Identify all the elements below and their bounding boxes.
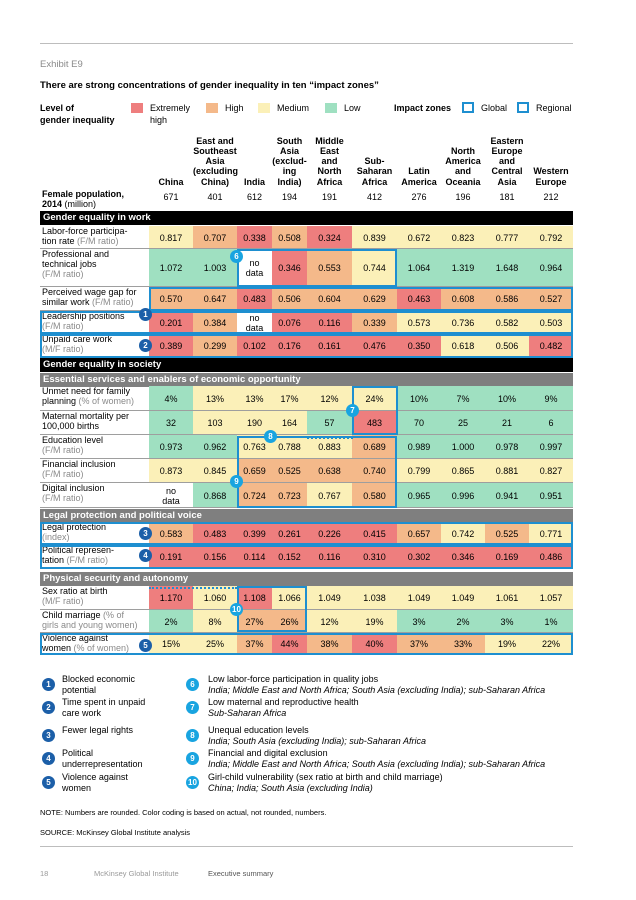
table-cell: 190 [237, 411, 272, 435]
section-essential: Essential services and enablers of economic opportunity [40, 373, 573, 387]
table-cell: 1.003 [193, 249, 237, 287]
source: SOURCE: McKinsey Global Institute analysis [40, 828, 191, 837]
table-cell: 0.881 [485, 459, 529, 483]
section-work: Gender equality in work [40, 211, 573, 225]
table-cell: 0.169 [485, 545, 529, 569]
table-cell: 0.763 [237, 435, 272, 459]
table-cell: 0.176 [272, 334, 307, 358]
population-value: 194 [281, 192, 298, 202]
note: NOTE: Numbers are rounded. Color coding is based on actual, not rounded, numbers. [40, 808, 327, 817]
table-cell: no data [149, 483, 193, 508]
row-label-unit: (F/M ratio) [42, 493, 84, 503]
zone-6-outline [237, 249, 397, 287]
row-label [42, 287, 152, 311]
key-label-regional [208, 725, 578, 746]
row-label [42, 483, 152, 508]
key-zone-regions: India; South Asia (excluding India); sub-Saharan Africa [208, 735, 426, 746]
population-value: 412 [366, 192, 383, 202]
column-header: South Asia (exclud- ing India) [272, 135, 307, 187]
row-label-text: Leadership positions [42, 311, 125, 321]
table-cell: 38% [307, 633, 352, 655]
table-cell: 0.777 [485, 226, 529, 249]
row-label-unit: (% of girls and young women) [42, 610, 138, 630]
key-label-regional [208, 674, 578, 695]
table-cell: 2% [441, 610, 485, 633]
row-label-unit: (M/F ratio) [42, 596, 84, 606]
table-cell: 1.049 [441, 586, 485, 610]
table-cell: 37% [237, 633, 272, 655]
key-label-global: Fewer legal rights [62, 725, 134, 735]
population-value: 612 [246, 192, 263, 202]
table-cell: 44% [272, 633, 307, 655]
row-label [42, 411, 152, 435]
table-cell: 15% [149, 633, 193, 655]
row-label-text: Digital inclusion [42, 483, 105, 493]
table-cell: 70 [397, 411, 441, 435]
table-cell: 0.839 [352, 226, 397, 249]
badge-8: 8 [264, 430, 277, 443]
table-cell: 1.038 [352, 586, 397, 610]
column-header: China [158, 176, 184, 187]
table-cell: 0.724 [237, 483, 272, 508]
table-cell: 0.346 [441, 545, 485, 569]
row-label [42, 459, 152, 483]
table-cell: 1.060 [193, 586, 237, 610]
section-security: Physical security and autonomy [40, 572, 573, 586]
row-label-unit: (F/M ratio) [42, 269, 84, 279]
key-badge-regional: 9 [186, 752, 199, 765]
zone-10-dotted [149, 587, 237, 589]
table-cell: 0.941 [485, 483, 529, 508]
table-cell: 0.339 [352, 311, 397, 334]
table-cell: 2% [149, 610, 193, 633]
table-cell: 0.792 [529, 226, 573, 249]
table-cell: 0.996 [441, 483, 485, 508]
table-cell: 0.483 [237, 287, 272, 311]
column-header: Middle East and North Africa [315, 135, 344, 187]
zone-8-9-outline [237, 436, 397, 508]
table-cell: 0.817 [149, 226, 193, 249]
table-cell: 0.883 [307, 435, 352, 459]
zone-3-outline [40, 522, 573, 545]
table-cell: 0.586 [485, 287, 529, 311]
key-badge-global: 5 [42, 776, 55, 789]
badge-6: 6 [230, 250, 243, 263]
exhibit-label: Exhibit E9 [40, 59, 83, 70]
key-zone-title: Low labor-force participation in quality jobs [208, 674, 379, 684]
table-cell: 0.604 [307, 287, 352, 311]
key-badge-regional: 6 [186, 678, 199, 691]
table-cell: 0.989 [397, 435, 441, 459]
table-cell: 0.767 [307, 483, 352, 508]
table-cell: 0.672 [397, 226, 441, 249]
row-label-unit: (F/M ratio) [42, 445, 84, 455]
table-cell: 0.152 [272, 545, 307, 569]
table-cell: 0.657 [397, 522, 441, 545]
table-cell: 19% [485, 633, 529, 655]
table-cell: 0.788 [272, 435, 307, 459]
table-cell: 12% [307, 610, 352, 633]
table-cell: 0.415 [352, 522, 397, 545]
column-headers [40, 133, 573, 187]
table-cell: 0.845 [193, 459, 237, 483]
legend-swatch-extreme [131, 103, 143, 113]
badge-2: 2 [139, 339, 152, 352]
table-cell: 0.964 [529, 249, 573, 287]
table-cell: 0.226 [307, 522, 352, 545]
table-cell: 0.707 [193, 226, 237, 249]
row-label [42, 226, 152, 249]
row-label-text: Professional and technical jobs [42, 249, 110, 269]
table-cell: 1.049 [307, 586, 352, 610]
table-cell: 0.865 [441, 459, 485, 483]
page-number: 18 [40, 869, 49, 878]
population-value: 181 [499, 192, 515, 202]
row-label-text: Political represen- tation [42, 545, 115, 565]
table-cell: 1.066 [272, 586, 307, 610]
legend-regional-box [517, 102, 529, 113]
legend [40, 102, 580, 126]
column-header: Western Europe [533, 166, 569, 187]
table-cell: 0.744 [352, 249, 397, 287]
table-cell: 0.978 [485, 435, 529, 459]
key-label-global: Political underrepresentation [62, 748, 143, 769]
legend-label-high: High [225, 103, 244, 113]
table-cell: 0.823 [441, 226, 485, 249]
key-label-regional [208, 772, 578, 793]
table-cell: 0.962 [193, 435, 237, 459]
table-cell: 0.525 [272, 459, 307, 483]
legend-impact-label: Impact zones [394, 103, 452, 113]
table-cell: 0.570 [149, 287, 193, 311]
row-label-unit: (% of women) [71, 643, 130, 653]
table-cell: 0.527 [529, 287, 573, 311]
key-badge-regional: 8 [186, 729, 199, 742]
table-cell: 1.108 [237, 586, 272, 610]
table-cell: 21 [485, 411, 529, 435]
row-label-text: Education level [42, 435, 104, 445]
table-cell: 0.506 [485, 334, 529, 358]
row-label-text: Unpaid care work [42, 334, 113, 344]
population-value: 671 [163, 192, 179, 202]
key-label-global: Violence against women [62, 772, 128, 793]
table-cell: 0.997 [529, 435, 573, 459]
population-value: 401 [207, 192, 223, 202]
badge-9: 9 [230, 475, 243, 488]
table-cell: 0.723 [272, 483, 307, 508]
row-label-text: Perceived wage gap for similar work [42, 287, 137, 307]
zone-1-outline-b [40, 311, 573, 334]
table-cell: 0.384 [193, 311, 237, 334]
table-cell: 0.618 [441, 334, 485, 358]
table-cell: 0.689 [352, 435, 397, 459]
table-cell: 0.114 [237, 545, 272, 569]
legend-swatch-medium [258, 103, 270, 113]
table-cell: 1.170 [149, 586, 193, 610]
table-row [40, 411, 573, 435]
key-badge-global: 3 [42, 729, 55, 742]
column-header: East and Southeast Asia (excluding China) [193, 135, 239, 187]
row-label [42, 435, 152, 459]
row-label-text: Unmet need for family planning [42, 386, 131, 406]
legend-label-extreme: Extremely high [150, 103, 191, 125]
row-label [42, 586, 152, 610]
row-label-text: Labor-force participa- tion rate [42, 226, 128, 246]
badge-5: 5 [139, 639, 152, 652]
badge-10: 10 [230, 603, 243, 616]
table-cell: 0.582 [485, 311, 529, 334]
legend-global-box [462, 102, 474, 113]
table-cell: 3% [485, 610, 529, 633]
table-cell: 0.102 [237, 334, 272, 358]
table-cell: 0.827 [529, 459, 573, 483]
table-cell: 0.116 [307, 311, 352, 334]
table-cell: 0.973 [149, 435, 193, 459]
population-value: 196 [455, 192, 471, 202]
row-label-unit: (index) [42, 532, 70, 542]
population-value: 276 [411, 192, 427, 202]
table-cell: 1.072 [149, 249, 193, 287]
row-label-text: Sex ratio at birth [42, 586, 108, 596]
table-cell: 10% [397, 386, 441, 411]
key-zone-title: Girl-child vulnerability (sex ratio at birth and child marriage) [208, 772, 443, 782]
table-cell: 27% [237, 610, 272, 633]
key-zone-regions: Sub-Saharan Africa [208, 707, 287, 718]
table-cell: 1.057 [529, 586, 573, 610]
table-row [40, 226, 573, 249]
key-badge-global: 2 [42, 701, 55, 714]
key-zone-title: Unequal education levels [208, 725, 309, 735]
zone-4-outline [40, 545, 573, 569]
footer-publisher: McKinsey Global Institute [94, 869, 179, 878]
table-cell: 1.049 [397, 586, 441, 610]
table-cell: 40% [352, 633, 397, 655]
key-zone-title: Low maternal and reproductive health [208, 697, 359, 707]
table-cell: 0.463 [397, 287, 441, 311]
table-cell: 0.740 [352, 459, 397, 483]
table-cell: 0.201 [149, 311, 193, 334]
table-cell: 13% [237, 386, 272, 411]
badge-4: 4 [139, 549, 152, 562]
column-header: Latin America [401, 166, 437, 187]
table-cell: 4% [149, 386, 193, 411]
table-cell: 0.476 [352, 334, 397, 358]
row-label-text: Child marriage [42, 610, 101, 620]
legend-label-medium: Medium [277, 103, 310, 113]
table-cell: 103 [193, 411, 237, 435]
zone-2-outline [40, 334, 573, 358]
key-badge-regional: 10 [186, 776, 199, 789]
table-cell: 0.310 [352, 545, 397, 569]
table-cell: 0.553 [307, 249, 352, 287]
table-cell: 0.338 [237, 226, 272, 249]
table-cell: 24% [352, 386, 397, 411]
table-cell: 164 [272, 411, 307, 435]
row-label-unit: (F/M ratio) [74, 236, 119, 246]
exhibit-title: There are strong concentrations of gender inequality in ten “impact zones” [40, 80, 379, 91]
table-cell: 483 [352, 411, 397, 435]
population-label: Female population, 2014 (million) [42, 189, 125, 209]
key-badge-regional: 7 [186, 701, 199, 714]
row-label-unit: (F/M ratio) [64, 555, 109, 565]
table-cell: 0.573 [397, 311, 441, 334]
population-value: 191 [321, 192, 338, 202]
zone-8-dotted [307, 437, 353, 439]
zone-10-outline [237, 586, 307, 632]
table-cell: 0.508 [272, 226, 307, 249]
row-label-text: Legal protection [42, 522, 107, 532]
table-cell: 0.506 [272, 287, 307, 311]
table-cell: 0.302 [397, 545, 441, 569]
section-society: Gender equality in society [40, 358, 573, 372]
key-label-regional [208, 697, 578, 718]
table-cell: 9% [529, 386, 573, 411]
column-header: Sub- Saharan Africa [356, 156, 393, 187]
column-header: Eastern Europe and Central Asia [490, 135, 524, 187]
population-row [40, 188, 573, 210]
column-header: North America and Oceania [445, 145, 481, 187]
table-cell: 10% [485, 386, 529, 411]
table-cell: 0.771 [529, 522, 573, 545]
table-cell: 0.076 [272, 311, 307, 334]
row-label-unit: (M/F ratio) [42, 344, 84, 354]
legend-level-label: Level of gender inequality [40, 103, 115, 125]
table-cell: 1% [529, 610, 573, 633]
section-legal: Legal protection and political voice [40, 509, 573, 523]
top-rule [40, 43, 573, 44]
key-zone-regions: India; Middle East and North Africa; South Asia (excluding India); sub-Saharan Africa [208, 758, 546, 769]
row-label [42, 249, 152, 287]
table-cell: no data [237, 249, 272, 287]
legend-regional-label: Regional [536, 103, 572, 113]
table-cell: 0.346 [272, 249, 307, 287]
table-cell: 0.647 [193, 287, 237, 311]
table-cell: 0.868 [193, 483, 237, 508]
table-cell: 0.324 [307, 226, 352, 249]
table-cell: 0.161 [307, 334, 352, 358]
key-zone-title: Financial and digital exclusion [208, 748, 328, 758]
table-cell: 12% [307, 386, 352, 411]
table-cell: 0.965 [397, 483, 441, 508]
key-badge-global: 1 [42, 678, 55, 691]
table-cell: 13% [193, 386, 237, 411]
table-cell: 1.000 [441, 435, 485, 459]
table-cell: 57 [307, 411, 352, 435]
table-cell: 22% [529, 633, 573, 655]
table-cell: 0.261 [272, 522, 307, 545]
key-label-global: Time spent in unpaid care work [62, 697, 146, 718]
table-cell: 0.951 [529, 483, 573, 508]
row-label-text: Financial inclusion [42, 459, 116, 469]
table-cell: 25 [441, 411, 485, 435]
bottom-rule [40, 846, 573, 847]
table-cell: 0.583 [149, 522, 193, 545]
table-cell: 26% [272, 610, 307, 633]
table-cell: 0.483 [193, 522, 237, 545]
table-cell: 0.482 [529, 334, 573, 358]
table-cell: 0.799 [397, 459, 441, 483]
table-cell: no data [237, 311, 272, 334]
row-label-unit: (% of women) [76, 396, 135, 406]
table-cell: 1.064 [397, 249, 441, 287]
table-cell: 0.659 [237, 459, 272, 483]
table-cell: 0.580 [352, 483, 397, 508]
row-label-unit: (F/M ratio) [89, 297, 134, 307]
table-cell: 1.319 [441, 249, 485, 287]
row-label-unit: (F/M ratio) [42, 321, 84, 331]
table-cell: 1.061 [485, 586, 529, 610]
table-cell: 0.638 [307, 459, 352, 483]
table-cell: 0.525 [485, 522, 529, 545]
table-cell: 17% [272, 386, 307, 411]
table-cell: 7% [441, 386, 485, 411]
row-label-unit: (F/M ratio) [42, 469, 84, 479]
zone-1-outline-a [149, 287, 573, 311]
table-cell: 0.486 [529, 545, 573, 569]
table-cell: 6 [529, 411, 573, 435]
footer-section: Executive summary [208, 869, 274, 878]
table-cell: 3% [397, 610, 441, 633]
table-cell: 0.629 [352, 287, 397, 311]
population-value: 212 [543, 192, 559, 202]
badge-7: 7 [346, 404, 359, 417]
table-cell: 37% [397, 633, 441, 655]
key-zone-regions: India; Middle East and North Africa; South Asia (excluding India); sub-Saharan Africa [208, 684, 546, 695]
legend-swatch-low [325, 103, 337, 113]
key-badge-global: 4 [42, 752, 55, 765]
table-cell: 0.742 [441, 522, 485, 545]
table-cell: 0.350 [397, 334, 441, 358]
table-cell: 0.156 [193, 545, 237, 569]
table-cell: 0.736 [441, 311, 485, 334]
badge-3: 3 [139, 527, 152, 540]
table-cell: 25% [193, 633, 237, 655]
row-label-text: Maternal mortality per 100,000 births [42, 411, 130, 431]
row-label [42, 610, 152, 633]
row-label [42, 386, 152, 411]
table-cell: 0.503 [529, 311, 573, 334]
table-row [40, 386, 573, 411]
table-cell: 0.608 [441, 287, 485, 311]
row-label-text: Violence against women [42, 633, 108, 653]
table-cell: 8% [193, 610, 237, 633]
table-cell: 1.648 [485, 249, 529, 287]
column-header: India [243, 176, 265, 187]
table-cell: 0.191 [149, 545, 193, 569]
table-cell: 0.299 [193, 334, 237, 358]
table-cell: 19% [352, 610, 397, 633]
key-label-regional [208, 748, 578, 769]
badge-1: 1 [139, 308, 152, 321]
zone-5-outline [40, 633, 573, 655]
table-cell: 32 [149, 411, 193, 435]
legend-swatch-high [206, 103, 218, 113]
legend-global-label: Global [481, 103, 508, 113]
table-cell: 0.389 [149, 334, 193, 358]
table-cell: 33% [441, 633, 485, 655]
table-cell: 0.873 [149, 459, 193, 483]
table-cell: 0.116 [307, 545, 352, 569]
key-zone-regions: China; India; South Asia (excluding India) [208, 782, 373, 793]
key-label-global: Blocked economic potential [62, 674, 136, 695]
legend-label-low: Low [344, 103, 361, 113]
table-cell: 0.399 [237, 522, 272, 545]
